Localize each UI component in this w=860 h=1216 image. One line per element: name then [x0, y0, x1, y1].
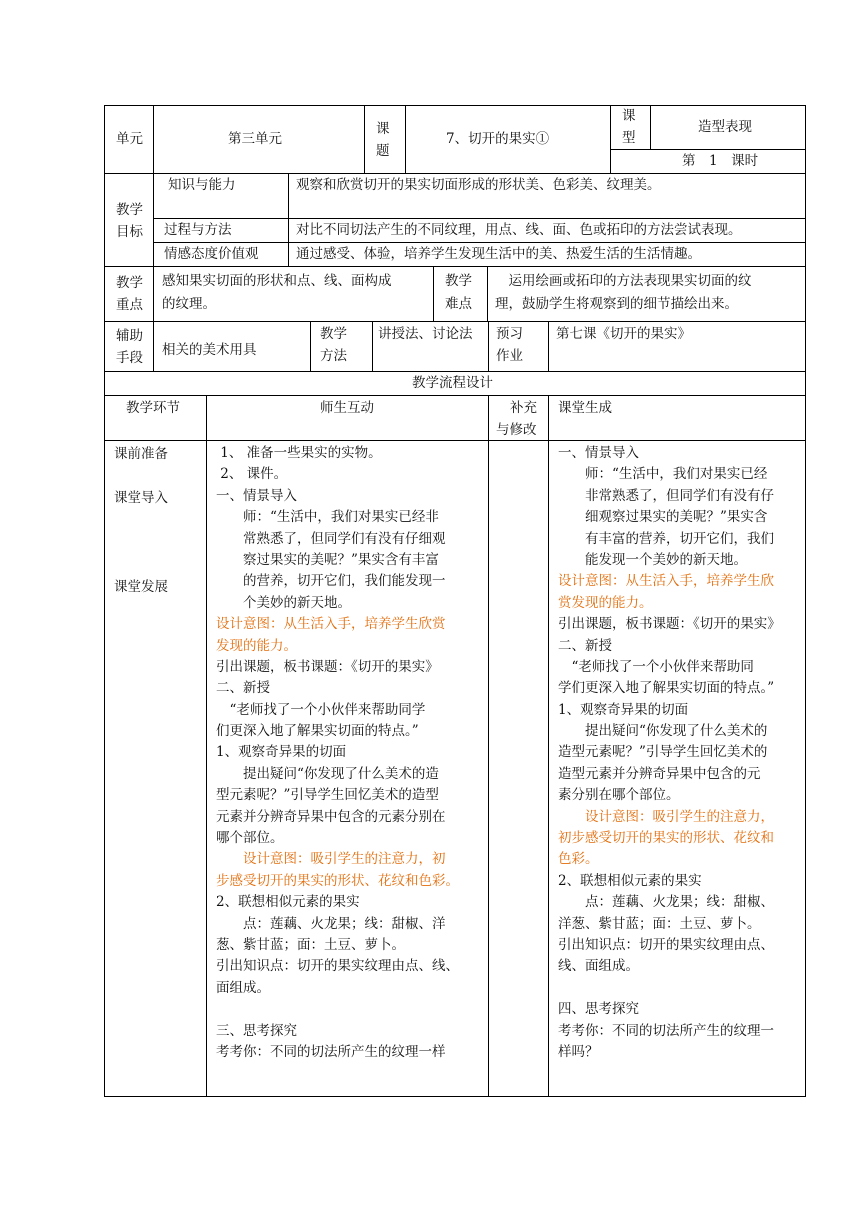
outcome-line: 素分别在哪个部位。 — [558, 787, 680, 804]
outcome-line: 有丰富的营养，切开它们，我们 — [585, 530, 774, 547]
outcome-line: 洋葱、紫甘蓝；面：土豆、萝卜。 — [558, 915, 761, 932]
interaction-line: 二、新授 — [216, 680, 270, 697]
rule — [104, 266, 806, 267]
focus-text-line2: 的纹理。 — [162, 296, 216, 312]
focus-text-line1: 感知果实切面的形状和点、线、面构成 — [162, 273, 392, 289]
rule — [104, 105, 105, 1097]
objectives-label-line2: 目标 — [116, 224, 143, 240]
outcome-line: 非常熟悉了，但同学们有没有仔 — [585, 487, 774, 504]
aids-label-line1: 辅助 — [116, 328, 143, 344]
outcome-line: 二、新授 — [558, 637, 612, 654]
rule — [364, 105, 365, 173]
outcome-line: 四、思考探究 — [558, 1001, 639, 1018]
rule — [650, 105, 651, 149]
outcome-line: 赏发现的能力。 — [558, 594, 653, 611]
difficulty-label-line2: 难点 — [445, 296, 472, 312]
type-label-line1: 课 — [622, 108, 636, 124]
rule — [610, 105, 611, 173]
flow-title: 教学流程设计 — [412, 375, 493, 391]
rule — [104, 1096, 806, 1097]
rule — [104, 105, 806, 106]
rule — [488, 395, 489, 1097]
stage-label: 课堂发展 — [114, 579, 168, 595]
difficulty-text-line1: 运用绘画或拓印的方法表现果实切面的纹 — [495, 273, 752, 289]
col-header-outcome: 课堂生成 — [558, 400, 612, 416]
rule — [104, 371, 806, 372]
outcome-line: 能发现一个美妙的新天地。 — [585, 551, 747, 568]
rule — [433, 266, 434, 321]
rule — [153, 218, 806, 219]
focus-label-line2: 重点 — [116, 297, 143, 313]
unit-value: 第三单元 — [228, 131, 282, 147]
topic-label-line1: 课 — [376, 121, 390, 137]
col-header-revise-line2: 与修改 — [496, 422, 537, 438]
interaction-line: 1、 准备一些果实的实物。 — [216, 445, 382, 461]
rule — [372, 321, 373, 371]
outcome-line: 一、情景导入 — [558, 445, 639, 461]
outcome-line: 设计意图：从生活入手，培养学生欣 — [558, 573, 774, 590]
outcome-line — [558, 978, 781, 999]
outcome-line: 细观察过果实的美呢？”果实含 — [585, 509, 768, 526]
interaction-line: 一、情景导入 — [216, 487, 297, 504]
interaction-line: 们更深入地了解果实切面的特点。” — [216, 723, 419, 740]
rule — [805, 105, 806, 1097]
type-value: 造型表现 — [698, 119, 752, 135]
objective-label-attitude: 情感态度价值观 — [164, 246, 259, 262]
method-value: 讲授法、讨论法 — [378, 326, 473, 342]
col-header-revise-line1: 补充 — [510, 400, 537, 416]
interaction-line: 师：“生活中，我们对果实已经非 — [243, 509, 439, 526]
homework-value: 第七课《切开的果实》 — [556, 326, 691, 342]
interaction-line: 步感受切开的果实的形状、花纹和色彩。 — [216, 872, 459, 889]
rule — [548, 321, 549, 371]
outcome-line: 造型元素呢？”引导学生回忆美术的 — [558, 744, 768, 761]
interaction-line: 点：莲藕、火龙果；线：甜椒、洋 — [243, 915, 446, 932]
interaction-line: 元素并分辨奇异果中包含的元素分别在 — [216, 808, 446, 825]
type-label-line2: 型 — [622, 130, 636, 146]
outcome-line: 引出课题，板书课题：《切开的果实》 — [558, 616, 781, 633]
homework-label-line2: 作业 — [496, 348, 523, 364]
rule — [153, 105, 154, 173]
rule — [405, 105, 406, 173]
interaction-line: 提出疑问“你发现了什么美术的造 — [243, 765, 439, 782]
period: 第 1 课时 — [682, 153, 759, 169]
interaction-line: 哪个部位。 — [216, 830, 284, 847]
topic-value: 7、切开的果实① — [446, 131, 550, 147]
rule — [153, 321, 154, 371]
col-header-interaction: 师生互动 — [320, 400, 374, 416]
interaction-line: 考考你：不同的切法所产生的纹理一样 — [216, 1043, 446, 1060]
homework-label-line1: 预习 — [496, 326, 523, 342]
rule — [206, 395, 207, 1097]
method-label-line1: 教学 — [320, 326, 347, 342]
interaction-line: 察过果实的美呢？”果实含有丰富 — [243, 551, 439, 568]
objective-text-knowledge: 观察和欣赏切开的果实切面形成的形状美、色彩美、纹理美。 — [296, 177, 661, 193]
interaction-line: 2、 课件。 — [216, 466, 288, 483]
rule — [488, 321, 489, 371]
topic-label-line2: 题 — [376, 143, 390, 159]
outcome-line: 1、观察奇异果的切面 — [558, 701, 689, 718]
outcome-line: 考考你：不同的切法所产生的纹理一 — [558, 1022, 774, 1039]
interaction-line: 引出知识点：切开的果实纹理由点、线、 — [216, 958, 459, 975]
outcome-line: 线、面组成。 — [558, 958, 639, 975]
rule — [104, 173, 806, 174]
outcome-line: 样吗？ — [558, 1043, 599, 1060]
interaction-line: 个美妙的新天地。 — [243, 594, 351, 611]
interaction-line: 型元素呢？”引导学生回忆美术的造型 — [216, 787, 439, 804]
interaction-line: 三、思考探究 — [216, 1022, 297, 1039]
interaction-line: 的营养，切开它们，我们能发现一 — [243, 573, 446, 590]
rule — [310, 321, 311, 371]
interaction-line: “老师找了一个小伙伴来帮助同学 — [229, 701, 426, 718]
outcome-line: 初步感受切开的果实的形状、花纹和 — [558, 830, 774, 847]
aids-value: 相关的美术用具 — [162, 342, 257, 358]
rule — [153, 266, 154, 321]
interaction-line: 面组成。 — [216, 979, 270, 996]
stage-label: 课前准备 — [114, 446, 168, 462]
outcome-column — [558, 443, 781, 1063]
rule — [104, 321, 806, 322]
interaction-line: 葱、紫甘蓝；面：土豆、萝卜。 — [216, 936, 405, 953]
rule — [288, 173, 289, 266]
interaction-line: 常熟悉了，但同学们有没有仔细观 — [243, 530, 446, 547]
difficulty-label-line1: 教学 — [445, 273, 472, 289]
rule — [487, 266, 488, 321]
interaction-column — [216, 443, 459, 1063]
rule — [153, 242, 806, 243]
interaction-line: 引出课题，板书课题：《切开的果实》 — [216, 658, 439, 675]
outcome-line: 学们更深入地了解果实切面的特点。” — [558, 680, 775, 697]
outcome-line: “老师找了一个小伙伴来帮助同 — [571, 658, 754, 675]
outcome-line: 引出知识点：切开的果实纹理由点、 — [558, 936, 774, 953]
rule — [610, 149, 806, 150]
objective-text-process: 对比不同切法产生的不同纹理，用点、线、面、色或拓印的方法尝试表现。 — [296, 222, 742, 238]
stage-label: 课堂导入 — [114, 490, 168, 506]
unit-label: 单元 — [116, 131, 143, 147]
objective-label-process: 过程与方法 — [164, 222, 232, 238]
interaction-line: 设计意图：吸引学生的注意力，初 — [243, 851, 446, 868]
col-header-stage: 教学环节 — [126, 400, 180, 416]
outcome-line: 色彩。 — [558, 851, 599, 868]
interaction-line: 设计意图：从生活入手，培养学生欣赏 — [216, 616, 446, 633]
outcome-line: 2、联想相似元素的果实 — [558, 872, 702, 889]
objective-text-attitude: 通过感受、体验，培养学生发现生活中的美、热爱生活的生活情趣。 — [296, 246, 701, 262]
outcome-line: 点：莲藕、火龙果；线：甜椒、 — [585, 894, 774, 911]
outcome-line: 造型元素并分辨奇异果中包含的元 — [558, 765, 761, 782]
outcome-line: 提出疑问“你发现了什么美术的 — [585, 723, 768, 740]
interaction-line: 发现的能力。 — [216, 637, 297, 654]
method-label-line2: 方法 — [320, 348, 347, 364]
rule — [153, 173, 154, 266]
interaction-line: 1、观察奇异果的切面 — [216, 744, 347, 761]
interaction-line: 2、联想相似元素的果实 — [216, 894, 360, 911]
outcome-line: 师：“生活中，我们对果实已经 — [585, 466, 768, 483]
interaction-line — [216, 999, 459, 1020]
objective-label-knowledge: 知识与能力 — [168, 177, 236, 193]
aids-label-line2: 手段 — [116, 350, 143, 366]
focus-label-line1: 教学 — [116, 275, 143, 291]
objectives-label-line1: 教学 — [116, 202, 143, 218]
outcome-line: 设计意图：吸引学生的注意力， — [585, 808, 774, 825]
rule — [104, 440, 806, 441]
difficulty-text-line2: 理，鼓励学生将观察到的细节描绘出来。 — [495, 296, 738, 312]
rule — [104, 395, 806, 396]
rule — [548, 395, 549, 1097]
